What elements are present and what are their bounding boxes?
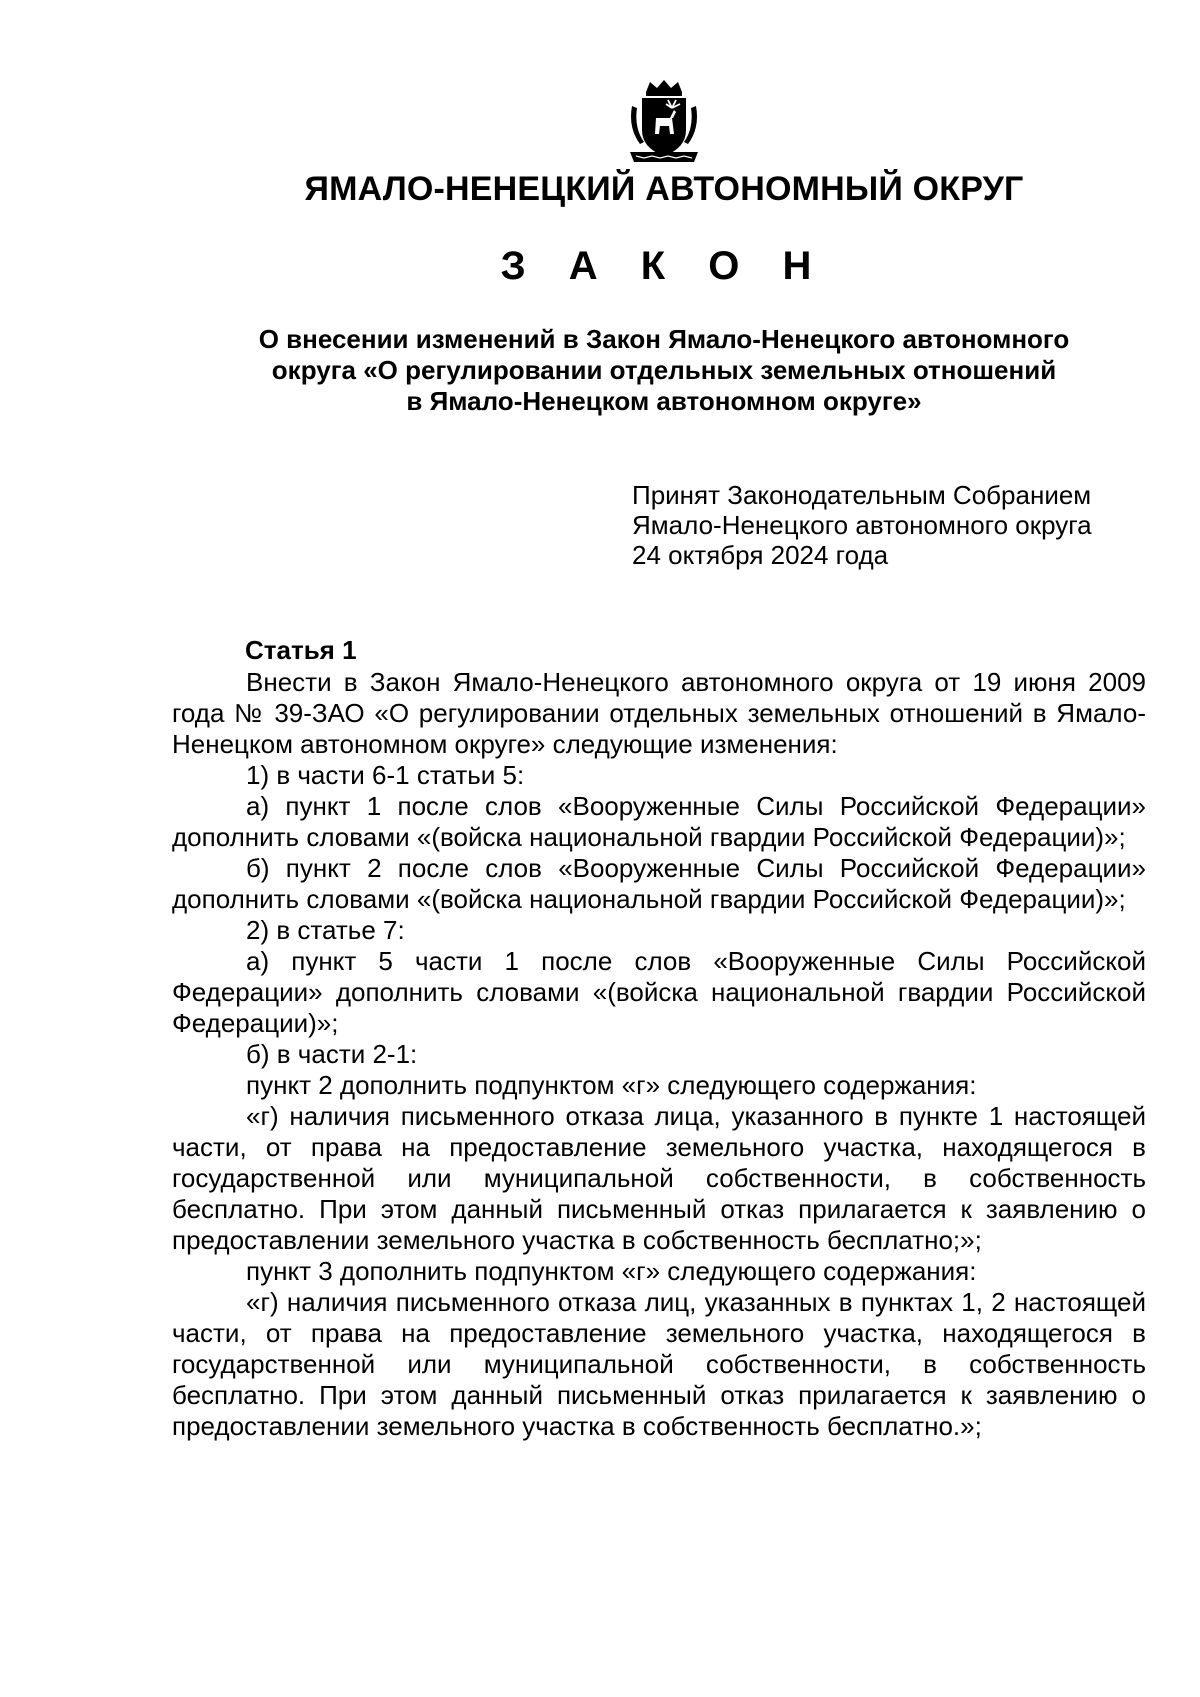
article-paragraph: 1) в части 6-1 статьи 5: bbox=[246, 760, 525, 790]
law-subject-line: О внесении изменений в Закон Ямало-Ненецкого автономного bbox=[258, 324, 1070, 354]
adoption-line: Принят Законодательным Собранием bbox=[632, 480, 1092, 510]
law-subject-line: округа «О регулировании отдельных земельных отношений bbox=[271, 355, 1057, 385]
law-subject bbox=[160, 324, 1168, 417]
article-paragraph: пункт 2 дополнить подпунктом «г» следующего содержания: bbox=[246, 1070, 977, 1100]
article-paragraph: «г) наличия письменного отказа лица, указанного в пункте 1 настоящей части, от права на предоставление земельного участка, находящегося в государственной или муниципальной собственности, в собственность бесплатно. При этом данный письменный отказ прилагается к заявлению о предоставлении земельного участка в собственность бесплатно;»; bbox=[172, 1101, 1146, 1255]
document-type-title: З А К О Н bbox=[500, 244, 828, 288]
adoption-line: Ямало-Ненецкого автономного округа bbox=[632, 510, 1092, 540]
article-paragraph: б) в части 2-1: bbox=[246, 1039, 418, 1069]
article-paragraph: б) пункт 2 после слов «Вооруженные Силы Российской Федерации» дополнить словами «(войска национальной гвардии Российской Федерации)»; bbox=[172, 853, 1146, 914]
article-paragraph: а) пункт 5 части 1 после слов «Вооруженные Силы Российской Федерации» дополнить словами «(войска национальной гвардии Российской Федерации)»; bbox=[172, 946, 1146, 1038]
article-paragraph: Внести в Закон Ямало-Ненецкого автономного округа от 19 июня 2009 года № 39-ЗАО «О регулировании отдельных земельных отношений в Ямало-Ненецком автономном округе» следующие изменения: bbox=[172, 667, 1146, 759]
article-body bbox=[172, 667, 1146, 1442]
article-paragraph: 2) в статье 7: bbox=[246, 915, 405, 945]
coat-of-arms-icon bbox=[624, 78, 704, 164]
adoption-date: 24 октября 2024 года bbox=[632, 540, 889, 570]
law-subject-line: в Ямало-Ненецком автономном округе» bbox=[406, 386, 922, 416]
region-title: ЯМАЛО-НЕНЕЦКИЙ АВТОНОМНЫЙ ОКРУГ bbox=[304, 170, 1024, 208]
adoption-note bbox=[632, 480, 1092, 570]
article-paragraph: «г) наличия письменного отказа лиц, указанных в пунктах 1, 2 настоящей части, от права на предоставление земельного участка, находящегося в государственной или муниципальной собственности, в собственность бесплатно. При этом данный письменный отказ прилагается к заявлению о предоставлении земельного участка в собственность бесплатно.»; bbox=[172, 1287, 1146, 1441]
article-heading: Статья 1 bbox=[245, 635, 357, 665]
article-paragraph: а) пункт 1 после слов «Вооруженные Силы Российской Федерации» дополнить словами «(войска национальной гвардии Российской Федерации)»; bbox=[172, 791, 1146, 852]
article-paragraph: пункт 3 дополнить подпунктом «г» следующего содержания: bbox=[246, 1256, 977, 1286]
